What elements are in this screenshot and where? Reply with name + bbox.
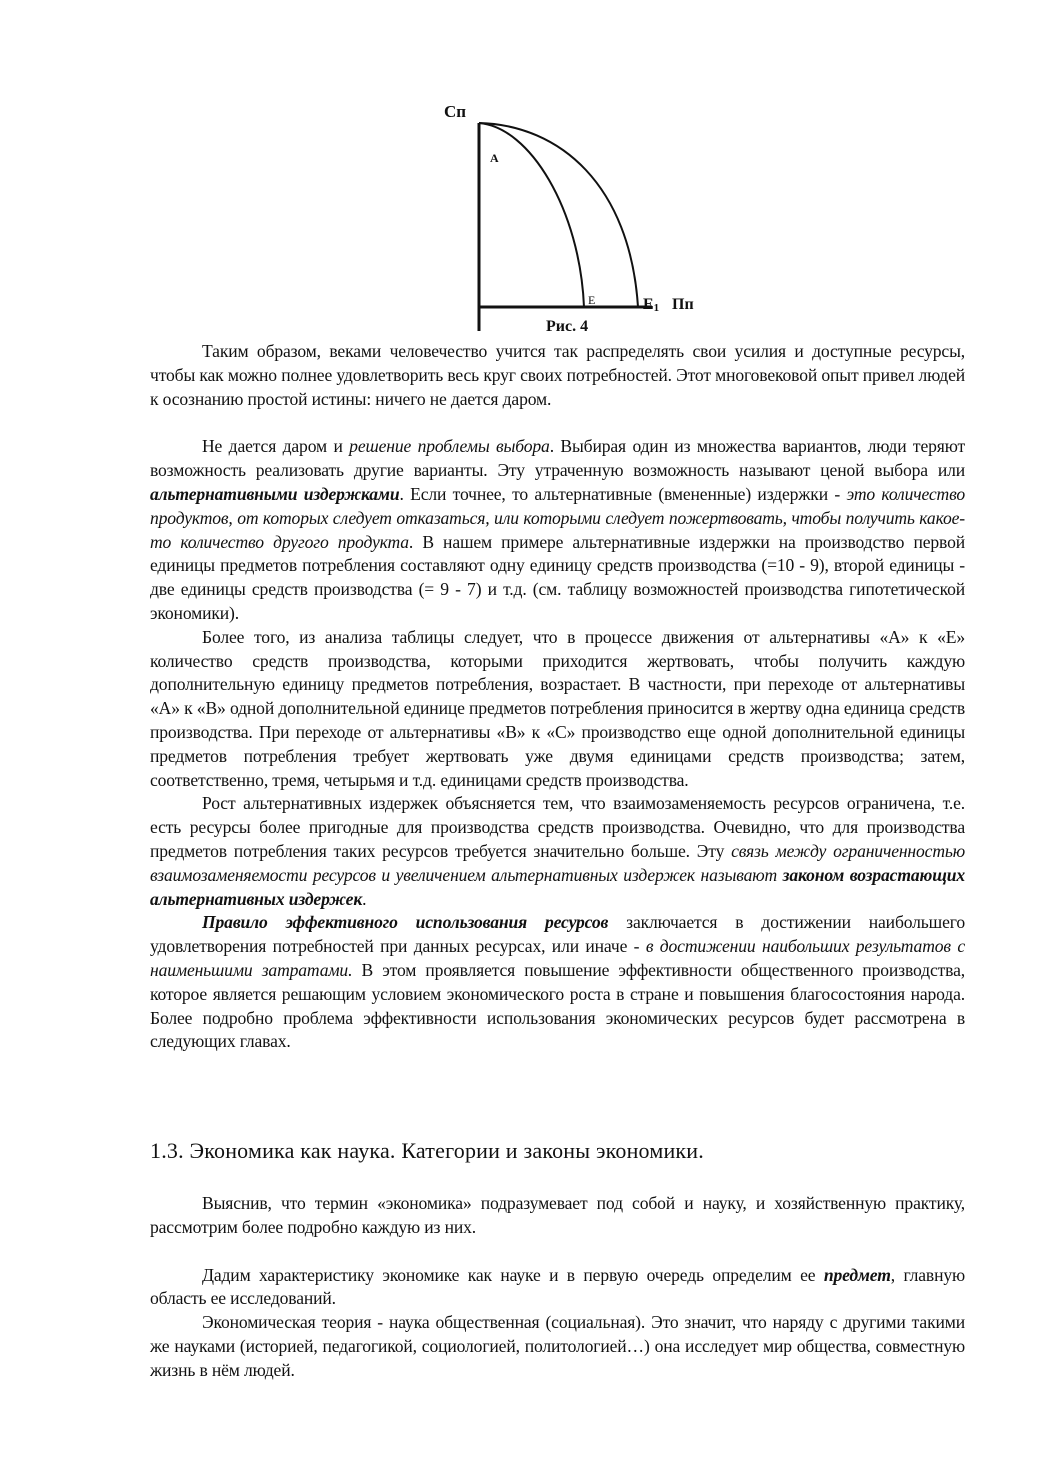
x-axis-label: Пп [672, 296, 694, 313]
paragraph-2 [150, 435, 965, 625]
section-heading: 1.3. Экономика как наука. Категории и законы экономики. [150, 1138, 704, 1163]
p4-text-1: Рост альтернативных издержек объясняется тем, что взаимозаменяемость ресурсов ограничена, т.е. есть ресурсы более пригодные для производства средств производства. Очевидно, что для производства предметов потребления таких ресурсов требуется значительно больше. Эту [150, 793, 965, 861]
p2-text-3: . Если точнее, то альтернативные (вмененные) издержки - [399, 483, 847, 504]
paragraph-8: Экономическая теория - наука общественная (социальная). Это значит, что наряду с другими такими же науками (историей, педагогикой, социологией, политологией…) она исследует мир общества, совместную жизнь в нём людей. [150, 1312, 965, 1380]
ppf-graph [420, 95, 740, 340]
paragraph-3: Более того, из анализа таблицы следует, что в процессе движения от альтернативы «А» к «Е» количество средств производства, которыми приходится жертвовать, чтобы получить каждую дополнительную единицу предметов потребления, возрастает. В частности, при переходе от альтернативы «А» к «В» одной дополнительной единице предметов потребления приносится в жертву одна единица средств производства. При переходе от альтернативы «В» к «С» производство еще одной дополнительной единицы предметов потребления требует жертвовать уже двумя единицами средств производства; затем, соответственно, тремя, четырьмя и т.д. единицами средств производства. [150, 626, 965, 790]
main-text-top [150, 340, 965, 1054]
p5-text-1: заключается в достижении наибольшего удовлетворения потребностей при данных ресурсах, или иначе - [150, 912, 965, 957]
p7-term-subject: предмет [823, 1264, 891, 1285]
paragraph-5 [150, 911, 965, 1054]
p2-text-2: . Выбирая один из множества вариантов, люди теряют возможность реализовать другие варианты. Эту утраченную возможность называют ценой выбора или [150, 436, 966, 481]
p4-law-name: законом возрастающих альтернативных издержек [150, 864, 965, 909]
p2-term-alt-costs: альтернативными издержками [150, 483, 400, 504]
p4-italic-1: связь между ограниченностью взаимозаменяемости ресурсов и увеличением альтернативных издержек называют [150, 840, 965, 885]
p5-text-2: В этом проявляется повышение эффективности общественного производства, которое является решающим условием экономического роста в стране и повышения благосостояния народа. Более подробно проблема эффективности использования экономических ресурсов будет рассмотрена в следующих главах. [150, 959, 965, 1052]
paragraph-4 [150, 792, 965, 911]
point-e-label: E [588, 293, 596, 307]
paragraph-6: Выяснив, что термин «экономика» подразумевает под собой и науку, и хозяйственную практику, рассмотрим более подробно каждую из них. [150, 1193, 965, 1237]
point-e1-label: E1 [643, 296, 660, 314]
p2-text-4: . В нашем примере альтернативные издержки на производство первой единицы предметов потребления составляют одну единицу средств производства (=10 - 9), второй единицы - две единицы средств производства (= 9 - 7) и т.д. (см. таблицу возможностей производства гипотетической экономики). [150, 531, 965, 623]
production-possibilities-figure [420, 95, 740, 340]
p2-definition: это количество продуктов, от которых следует отказаться, или которыми следует пожертвовать, чтобы получить какое-то количество другого продукта [150, 483, 965, 552]
p7-text-2: , главную область ее исследований. [150, 1264, 965, 1309]
y-axis-label: Сп [444, 102, 467, 121]
p5-rule-name: Правило эффективного использования ресурсов [202, 912, 609, 933]
main-text-bottom [150, 1192, 965, 1383]
paragraph-1: Таким образом, веками человечество учится так распределять свои усилия и доступные ресурсы, чтобы как можно полнее удовлетворить весь круг своих потребностей. Этот многовековой опыт привел людей к осознанию простой истины: ничего не дается даром. [150, 341, 965, 409]
p7-text-1: Дадим характеристику экономике как науке и в первую очередь определим ее [202, 1264, 824, 1285]
point-a-label: A [490, 151, 499, 165]
p2-text-1: Не дается даром и [202, 436, 350, 457]
p4-text-2: . [362, 888, 367, 909]
p5-italic-1: в достижении наибольших результатов с наименьшими затратами. [150, 936, 965, 980]
p2-italic-1: решение проблемы выбора [349, 436, 550, 457]
outer-curve [479, 123, 638, 307]
paragraph-7 [150, 1264, 965, 1312]
figure-caption: Рис. 4 [546, 318, 589, 335]
